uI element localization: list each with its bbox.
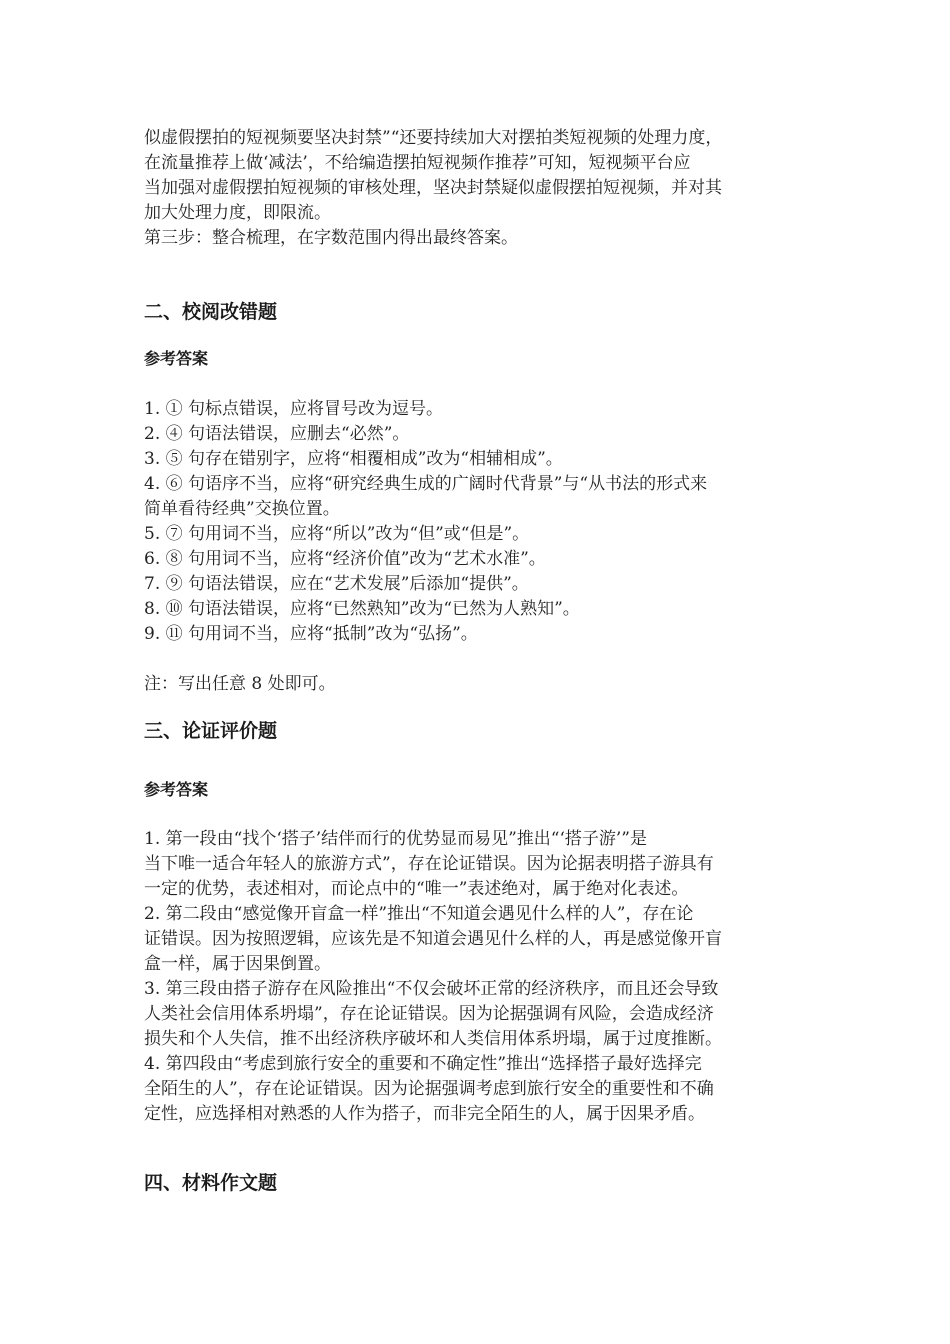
text-line: 全陌生的人”，存在论证错误。因为论据强调考虑到旅行安全的重要性和不确 (144, 1079, 714, 1099)
text-line: 一定的优势，表述相对，而论点中的“唯一”表述绝对，属于绝对化表述。 (144, 879, 689, 899)
text-line: 3. 第三段由搭子游存在风险推出“不仅会破坏正常的经济秩序，而且还会导致 (144, 979, 719, 999)
text-line: 损失和个人失信，推不出经济秩序破坏和人类信用体系坍塌，属于过度推断。 (144, 1029, 722, 1049)
text-line: 当下唯一适合年轻人的旅游方式”，存在论证错误。因为论据表明搭子游具有 (144, 854, 714, 874)
argument-evaluation-body (144, 827, 824, 1127)
list-item: 7. ⑨ 句语法错误，应在“艺术发展”后添加“提供”。 (144, 574, 529, 594)
note-text: 注：写出任意 8 处即可。 (144, 674, 336, 694)
text-line: 4. 第四段由“考虑到旅行安全的重要和不确定性”推出“选择搭子最好选择完 (144, 1054, 702, 1074)
text-line: 2. 第二段由“感觉像开盲盒一样”推出“不知道会遇见什么样的人”，存在论 (144, 904, 694, 924)
list-item: 1. ① 句标点错误，应将冒号改为逗号。 (144, 399, 444, 419)
list-item: 8. ⑩ 句语法错误，应将“已然熟知”改为“已然为人熟知”。 (144, 599, 580, 619)
text-line: 定性，应选择相对熟悉的人作为搭子，而非完全陌生的人，属于因果矛盾。 (144, 1104, 705, 1124)
list-item: 4. ⑥ 句语序不当，应将“研究经典生成的广阔时代背景”与“从书法的形式来 (144, 474, 708, 494)
intro-paragraph (144, 126, 824, 251)
list-item: 简单看待经典”交换位置。 (144, 499, 340, 519)
text-line: 盒一样，属于因果倒置。 (144, 954, 331, 974)
text-line: 证错误。因为按照逻辑，应该先是不知道会遇见什么样的人，再是感觉像开盲 (144, 929, 722, 949)
text-line: 1. 第一段由“找个‘搭子’结伴而行的优势显而易见”推出“‘搭子游’”是 (144, 829, 648, 849)
intro-line: 当加强对虚假摆拍短视频的审核处理，坚决封禁疑似虚假摆拍短视频，并对其 (144, 178, 722, 198)
reference-answer-label: 参考答案 (144, 780, 209, 799)
correction-list (144, 397, 824, 647)
intro-line: 似虚假摆拍的短视频要坚决封禁”“还要持续加大对摆拍类短视频的处理力度， (144, 128, 723, 148)
list-item: 9. ⑪ 句用词不当，应将“抵制”改为“弘扬”。 (144, 624, 478, 644)
intro-step-three: 第三步：整合梳理，在字数范围内得出最终答案。 (144, 228, 518, 248)
intro-line: 加大处理力度，即限流。 (144, 203, 331, 223)
list-item: 5. ⑦ 句用词不当，应将“所以”改为“但”或“但是”。 (144, 524, 530, 544)
list-item: 3. ⑤ 句存在错别字，应将“相覆相成”改为“相辅相成”。 (144, 449, 563, 469)
intro-line: 在流量推荐上做‘减法’，不给编造摆拍短视频作推荐”可知，短视频平台应 (144, 153, 691, 173)
text-line: 人类社会信用体系坍塌”，存在论证错误。因为论据强调有风险，会造成经济 (144, 1004, 714, 1024)
section-heading-proofreading: 二、校阅改错题 (144, 301, 278, 323)
section-heading-argument-evaluation: 三、论证评价题 (144, 720, 278, 742)
list-item: 6. ⑧ 句用词不当，应将“经济价值”改为“艺术水准”。 (144, 549, 546, 569)
document-page (144, 126, 824, 1197)
list-item: 2. ④ 句语法错误，应删去“必然”。 (144, 424, 410, 444)
section-heading-material-essay: 四、材料作文题 (144, 1172, 278, 1194)
reference-answer-label: 参考答案 (144, 349, 209, 368)
